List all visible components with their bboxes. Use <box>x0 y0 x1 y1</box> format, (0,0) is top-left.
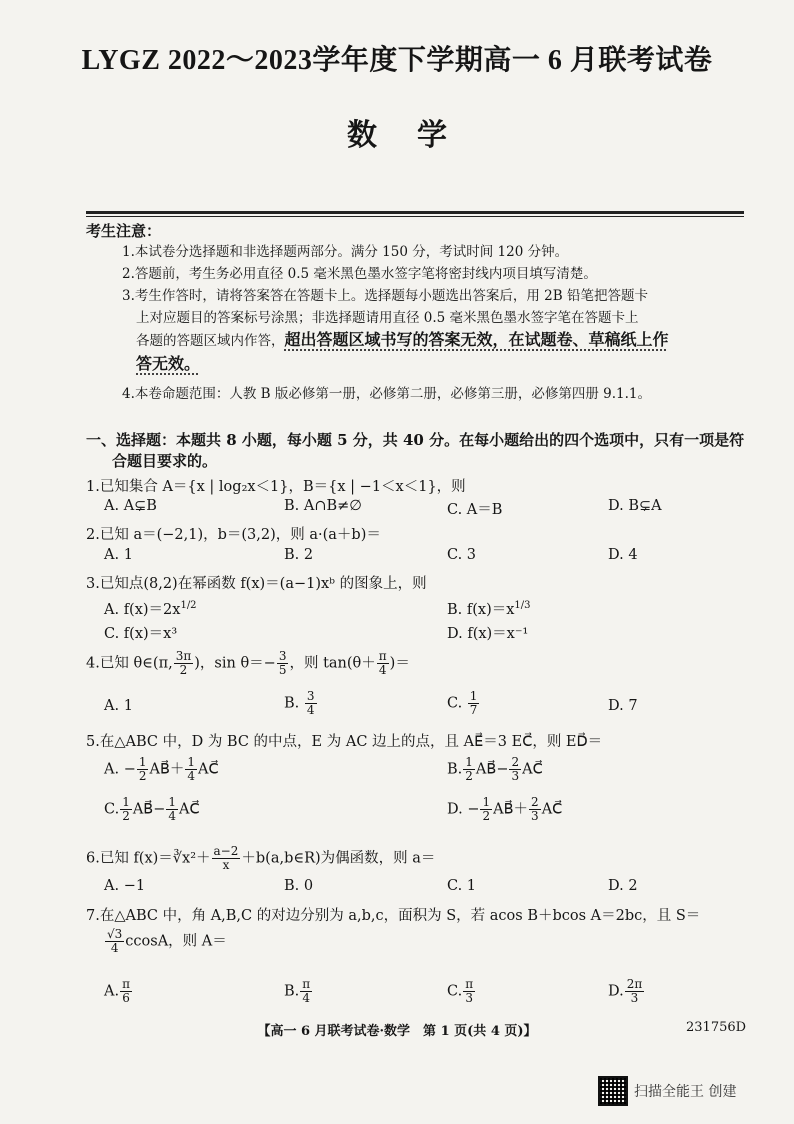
exam-title: LYGZ 2022～2023学年度下学期高一 6 月联考试卷 <box>81 45 713 76</box>
notice-item-3-emphasis: 超出答题区域书写的答案无效，在试题卷、草稿纸上作 <box>284 330 669 349</box>
question-7-option-d: D. $\frac{2\pi}{3}$ <box>608 977 643 1005</box>
question-4-option-b-label: B. <box>284 695 300 712</box>
question-6-stem: 6.已知 f(x)＝∛x²＋ $\frac{a-2}{x}$ ＋b(a,b∈R)为偶函数，则 a＝ <box>86 844 436 872</box>
question-2-option-d: D. 4 <box>608 547 638 563</box>
question-6-option-c: C. 1 <box>447 878 477 894</box>
qr-code-icon <box>598 1076 628 1106</box>
question-6-option-b: B. 0 <box>284 878 314 894</box>
question-1-option-d: D. B⊊A <box>608 498 662 514</box>
question-4-stem-part-1: 4.已知 θ∈ <box>86 655 153 672</box>
question-5-stem: 5.在△ABC 中，D 为 BC 的中点，E 为 AC 边上的点，且 AE⃗＝3 EC⃗，则 ED⃗＝ <box>86 734 603 750</box>
question-6-option-d: D. 2 <box>608 878 638 894</box>
question-1-option-c: C. A＝B <box>447 502 503 518</box>
question-1-stem: 1.已知集合 A＝{x | log₂x＜1}，B＝{x | −1＜x＜1}，则 <box>86 479 466 495</box>
question-6-stem-part-2: ＋b(a,b∈R)为偶函数，则 a＝ <box>241 850 436 867</box>
notice-item-3-line-4 <box>136 354 200 375</box>
notice-item-4: 4.本卷命题范围：人教 B 版必修第一册，必修第二册，必修第三册，必修第四册 9.1.1。 <box>122 386 652 402</box>
notice-item-3-line-1: 3.考生作答时，请将答案答在答题卡上。选择题每小题选出答案后，用 2B 铅笔把答题卡 <box>122 288 648 304</box>
notice-item-1: 1.本试卷分选择题和非选择题两部分。满分 150 分，考试时间 120 分钟。 <box>122 244 569 260</box>
subject-title: 数学 <box>347 118 487 153</box>
question-4-option-c: C. $\frac{1}{7}$ <box>447 689 478 717</box>
page-footer: 【高一 6 月联考试卷·数学 第 1 页(共 4 页)】 <box>257 1024 537 1039</box>
question-5-option-b: B. $\frac{1}{2}$ AB⃗− $\frac{2}{3}$ AC⃗ <box>447 755 543 783</box>
question-7-option-c: C. $\frac{\pi}{3}$ <box>447 977 474 1005</box>
notice-item-2: 2.答题前，考生务必用直径 0.5 毫米黑色墨水签字笔将密封线内项目填写清楚。 <box>122 266 597 282</box>
notice-heading: 考生注意： <box>86 222 162 240</box>
question-5-option-d-label: D. − <box>447 801 480 818</box>
question-3-stem: 3.已知点(8,2)在幂函数 f(x)＝(a−1)xᵇ 的图象上，则 <box>86 576 427 592</box>
question-4-stem: 4.已知 θ∈(π, $\frac{3\pi}{2}$ )，sin θ＝− $\frac{3}{5}$ ，则 tan(θ＋ $\frac{\pi}{4}$ )＝ <box>86 649 410 677</box>
notice-item-3-line-3-normal: 各题的答题区域内作答， <box>136 333 285 349</box>
notice-item-3-line-2: 上对应题目的答案标号涂黑；非选择题请用直径 0.5 毫米黑色墨水签字笔在答题卡上 <box>136 310 639 326</box>
question-5-option-d: D. − $\frac{1}{2}$ AB⃗＋ $\frac{2}{3}$ AC⃗ <box>447 795 563 823</box>
divider-thin <box>86 216 744 217</box>
question-2-option-b: B. 2 <box>284 547 314 563</box>
question-4-stem-part-2: ，sin θ＝− <box>199 655 276 672</box>
question-4-option-a: A. 1 <box>104 698 133 714</box>
question-4-option-b: B. $\frac{3}{4}$ <box>284 689 315 717</box>
question-2-stem: 2.已知 a＝(−2,1)，b＝(3,2)，则 a·(a＋b)＝ <box>86 527 381 543</box>
question-7-option-d-label: D. <box>608 983 624 1000</box>
notice-item-3-emphasis-end: 答无效。 <box>136 354 201 373</box>
question-5-option-a-label: A. − <box>104 761 136 778</box>
question-3-option-b: B. $f(x)=x^{1/3}$ <box>447 600 531 618</box>
question-4-option-c-label: C. <box>447 695 463 712</box>
question-5-option-c: C. $\frac{1}{2}$ AB⃗− $\frac{1}{4}$ AC⃗ <box>104 795 200 823</box>
divider-thick <box>86 211 744 214</box>
question-7-stem-line-2: $\frac{√3}{4}$ ccosA，则 A＝ <box>107 927 227 955</box>
section-title: 一、选择题：本题共 8 小题，每小题 5 分，共 40 分。在每小题给出的四个选项中，只有一项是符 <box>86 431 745 449</box>
question-2-option-a: A. 1 <box>104 547 133 563</box>
question-5-option-a: A. − $\frac{1}{2}$ AB⃗＋ $\frac{1}{4}$ AC⃗ <box>104 755 219 783</box>
question-5-option-b-label: B. <box>447 761 463 778</box>
question-5-option-c-label: C. <box>104 801 120 818</box>
question-6-option-a: A. −1 <box>104 878 146 894</box>
question-6-stem-part-1: 6.已知 f(x)＝∛x²＋ <box>86 850 211 867</box>
question-7-option-c-label: C. <box>447 983 463 1000</box>
question-3-option-c: C. f(x)＝x³ <box>104 626 178 642</box>
question-3-option-a: A. $f(x)=2x^{1/2}$ <box>104 600 197 618</box>
question-4-option-d: D. 7 <box>608 698 638 714</box>
question-7-stem-line-1: 7.在△ABC 中，角 A,B,C 的对边分别为 a,b,c，面积为 S，若 acos B＋bcos A＝2bc，且 S＝ <box>86 908 701 924</box>
question-7-option-a: A. $\frac{\pi}{6}$ <box>104 977 130 1005</box>
notice-item-3-line-3 <box>136 330 669 351</box>
exam-code: 231756D <box>686 1020 747 1035</box>
watermark-text: 扫描全能王 创建 <box>634 1084 737 1100</box>
question-3-option-d: D. f(x)＝x⁻¹ <box>447 626 529 642</box>
question-4-stem-part-3: ，则 tan <box>289 655 347 672</box>
question-3-option-b-text: B. f(x)＝x <box>447 602 515 618</box>
question-7-option-b-label: B. <box>284 983 300 1000</box>
scanner-watermark <box>598 1076 736 1106</box>
question-2-option-c: C. 3 <box>447 547 477 563</box>
question-1-option-b: B. A∩B≠∅ <box>284 498 362 514</box>
question-7-stem-text: ccosA，则 A＝ <box>125 933 227 950</box>
question-1-option-a: A. A⊊B <box>104 498 157 514</box>
question-7-option-b: B. $\frac{\pi}{4}$ <box>284 977 311 1005</box>
section-title-cont: 合题目要求的。 <box>112 452 218 470</box>
question-3-option-a-text: A. f(x)＝2x <box>104 602 181 618</box>
question-7-option-a-label: A. <box>104 983 120 1000</box>
